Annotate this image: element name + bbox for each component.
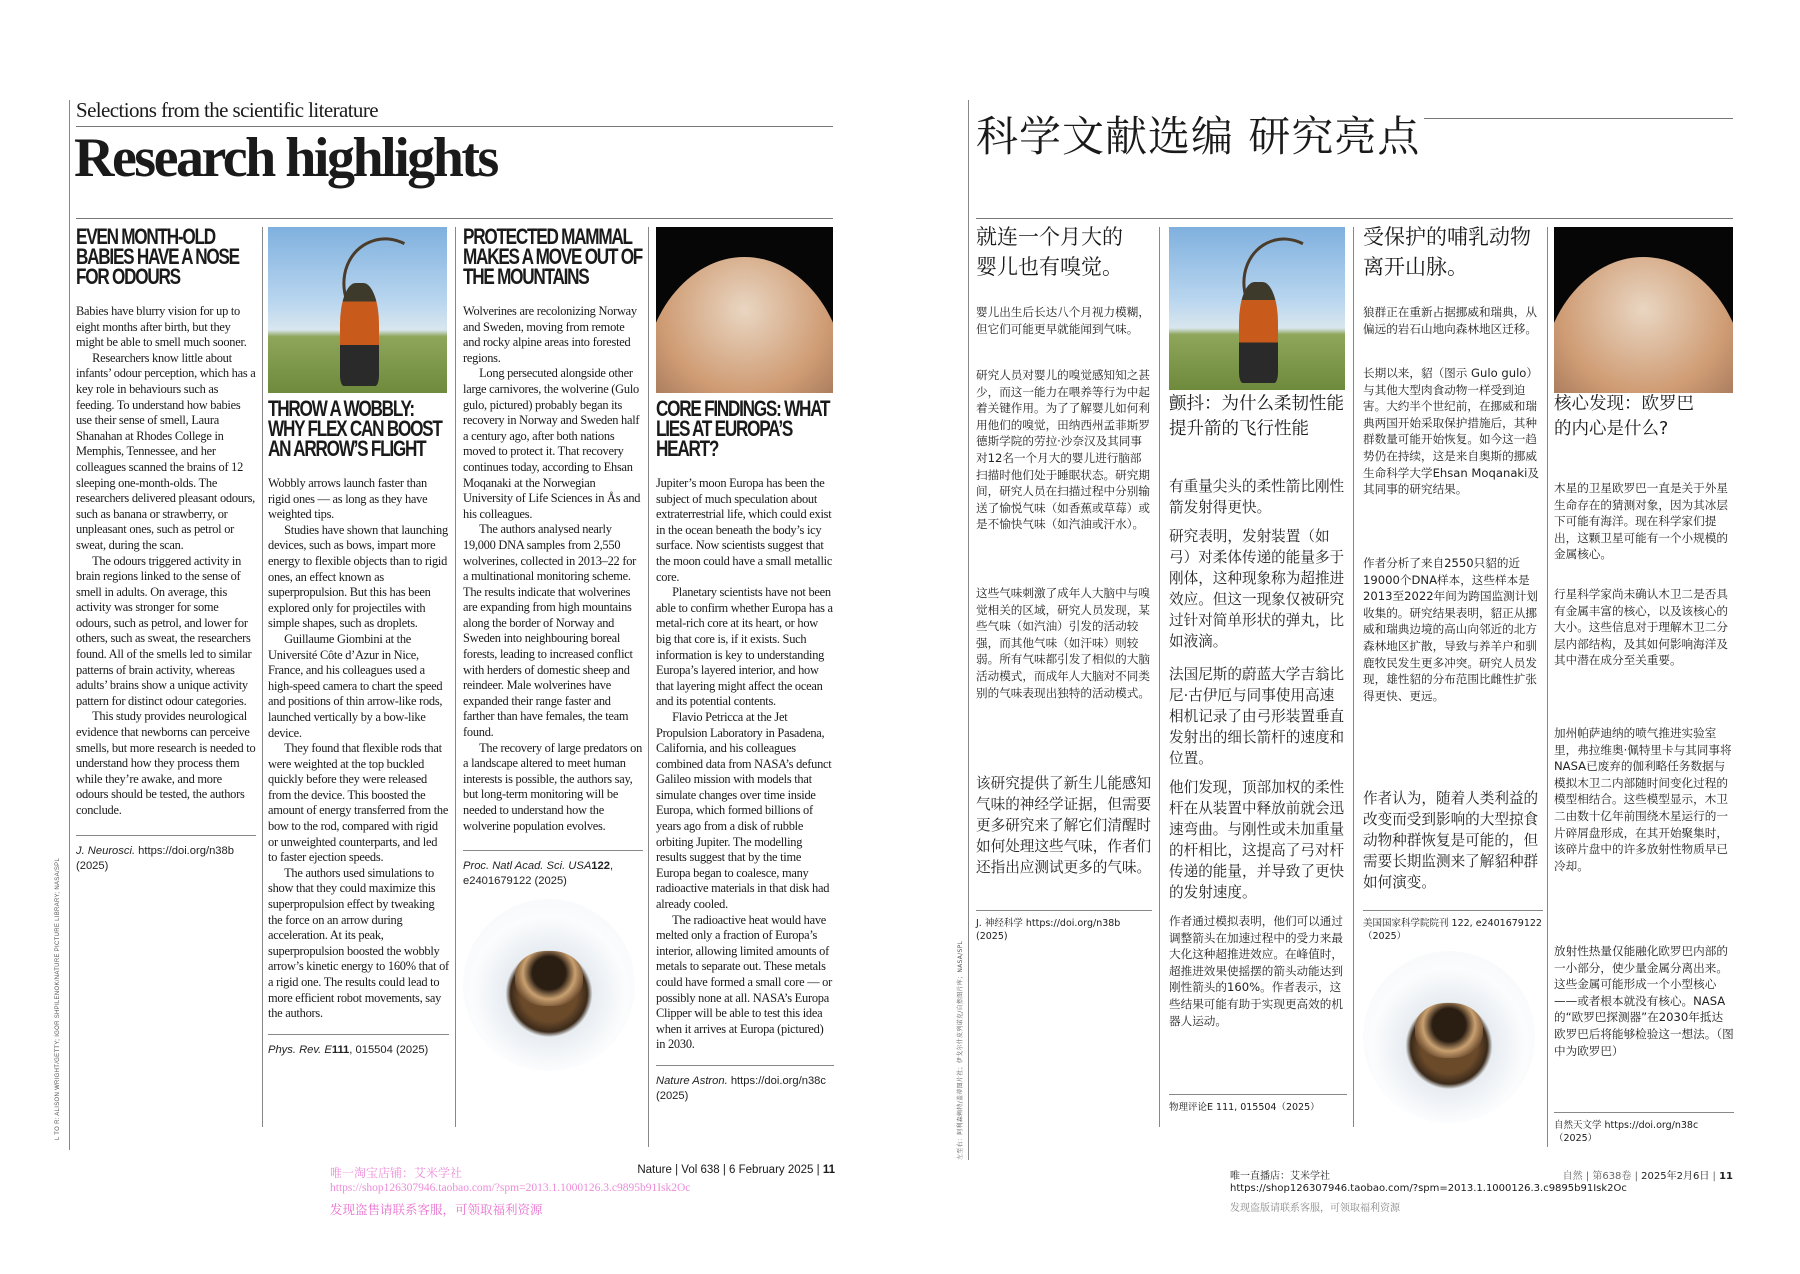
paragraph: 木星的卫星欧罗巴一直是关于外星生命存在的猜测对象，因为其冰层下可能有海洋。现在科学家们提出，这颗卫星可能有一个小规模的金属核心。 (1554, 481, 1728, 562)
page-title: 科学文献选编 研究亮点 (976, 104, 1424, 164)
article-headline: 受保护的哺乳动物离开山脉。 (1363, 225, 1531, 279)
paragraph: 研究人员对婴儿的嗅觉感知知之甚少，而这一能力在喂养等行为中起着关键作用。为了了解婴儿如何利用他们的嗅觉，田纳西州孟菲斯罗德斯学院的劳拉·沙奈汉及其同事对12名一个月大的婴儿进行脑部扫描时他们处于睡眠状态。研究期间，研究人员在扫描过程中分别输送了愉悦气味（如香蕉或草莓）或是不愉快气味（如汽油或汗水）。 (976, 368, 1150, 532)
archer-photo (1169, 227, 1345, 390)
paragraph: Long persecuted alongside other large carnivores, the wolverine (Gulo gulo, pictured) probably began its recovery in Norway and Sweden half a century ago, after both nations moved to protect it. That recovery continues today, according to Ehsan Moqanaki at the Norwegian University of Life Sciences in Ås and his colleagues. (463, 366, 641, 521)
citation-journal: Phys. Rev. E (268, 1043, 332, 1056)
paragraph: 狼群正在重新占据挪威和瑞典，从偏远的岩石山地向森林地区迁移。 (1363, 305, 1537, 336)
journal-name: Nature (637, 1164, 672, 1176)
paragraph: 他们发现，顶部加权的柔性杆在从装置中释放前就会迅速弯曲。与刚性或未加重量的杆相比，这提高了弓对杆传递的能量，并导致了更快的发射速度。 (1169, 779, 1345, 901)
paragraph: This study provides neurological evidence that newborns can perceive smells, but more research is needed to understand how they process them while they’re awake, and more odours should be tested, the authors conclude. (76, 709, 256, 817)
europa-photo (656, 227, 833, 393)
article-body (463, 304, 643, 834)
column-divider (1353, 227, 1354, 1127)
paragraph: 加州帕萨迪纳的喷气推进实验室里，弗拉维奥·佩特里卡与其同事将NASA已废弃的伽利略任务数据与模拟木卫二内部随时间变化过程的模型相结合。这些模型显示，木卫二由数十亿年前围绕木星运行的一片碎屑盘形成，在其开始聚集时，该碎片盘中的许多放射性物质早已冷却。 (1554, 726, 1732, 873)
citation (268, 1034, 449, 1058)
page-number: 11 (1719, 1171, 1733, 1182)
wolverine-photo (463, 899, 635, 1071)
citation: 美国国家科学院院刊 122, e2401679122（2025） (1363, 910, 1543, 943)
paragraph: 作者认为，随着人类利益的改变而受到影响的大型掠食动物种群恢复是可能的，但需要长期监测来了解貂种群如何演变。 (1363, 790, 1539, 891)
article-headline: THROW A WOBBLY: WHY FLEX CAN BOOST AN ARROW’S FLIGHT (268, 396, 442, 461)
europa-photo (1554, 227, 1733, 393)
article-headline: PROTECTED MAMMAL MAKES A MOVE OUT OF THE MOUNTAINS (463, 224, 643, 289)
article-headline: 颤抖：为什么柔韧性能提升箭的飞行性能 (1169, 394, 1344, 439)
folio: 自然 | 第638卷 | 2025年2月6日 | 11 (1562, 1171, 1733, 1182)
citation-volume: 111 (331, 1043, 350, 1056)
paragraph: 研究表明，发射装置（如弓）对柔体传递的能量多于刚体，这种现象称为超推进效应。但这一现象仅被研究过针对简单形状的弹丸，比如液滴。 (1169, 528, 1345, 650)
page-left-border (968, 100, 969, 1160)
article-body (268, 476, 449, 1022)
page-title: Research highlights (74, 127, 497, 189)
page-footer (330, 1164, 835, 1220)
photo-credit: L TO R: ALISON WRIGHT/GETTY; IGOR SHPILENOK/NATURE PICTURE LIBRARY; NASA/SPL (55, 857, 61, 1140)
citation-volume: 122 (591, 860, 610, 873)
citation-details: https://doi.org/n38b (2025) (76, 844, 234, 872)
column-divider (648, 227, 649, 1147)
paragraph: 长期以来，貂（图示 Gulo gulo）与其他大型肉食动物一样受到迫害。大约半个世纪前，在挪威和瑞典两国开始采取保护措施后，其种群数量可能开始恢复。如今这一趋势仍在持续，这是来自奥斯的挪威生命科学大学Ehsan Moqanaki及其同事的研究结果。 (1363, 366, 1539, 497)
paragraph: The radioactive heat would have melted only a fraction of Europa’s interior, allowing limited amounts of metals to separate out. These metals could have formed a small core — or possibly none at all. NASA’s Europa Clipper will be able to test this idea when it arrives at Europa (pictured) in 2030. (656, 912, 833, 1052)
watermark-shop: 唯一淘宝店铺：艾米学社 (330, 1166, 463, 1180)
shop-url[interactable]: https://shop126307946.taobao.com/?spm=2013.1.1000126.3.c9895b91Isk2Oc (1230, 1183, 1627, 1194)
shop-notice: 唯一直播店：艾米学社 (1230, 1171, 1330, 1182)
article-europa-core (656, 396, 834, 1104)
citation-journal: J. Neurosci. (76, 844, 136, 857)
watermark-notice: 发现盗售请联系客服，可领取福利资源 (330, 1202, 543, 1217)
paragraph: The recovery of large predators on a landscape altered to meet human interests is possible, the authors say, but long-term monitoring will be needed to understand how the wolverine population evolves. (463, 740, 643, 833)
article-body (656, 476, 834, 1053)
page-footer (1230, 1164, 1733, 1220)
issue-date: 2025年2月6日 (1641, 1171, 1710, 1182)
photo-credit: 左至右：阿利森赖特/盖蒂图片社；伊戈尔什皮列诺克/自然图片库；NASA/SPL (957, 940, 964, 1160)
wolverine-photo (1363, 951, 1535, 1123)
archer-photo (268, 227, 447, 393)
citation (463, 850, 643, 889)
citation-details: https://doi.org/n38c (2025) (656, 1074, 826, 1102)
column-divider (1159, 227, 1160, 1127)
paragraph: Flavio Petricca at the Jet Propulsion Laboratory in Pasadena, California, and his colleagues combined data from NASA’s defunct Galileo mission with models that simulate changes over time inside Europa, which formed billions of years ago from a disk of rubble orbiting Jupiter. The modelling results suggest that by the time Europa began to coalesce, many radioactive materials in that disk had already cooled. (656, 709, 832, 912)
citation-details: , e2401679122 (2025) (463, 860, 614, 888)
volume: Vol 638 (681, 1164, 720, 1176)
divider (976, 218, 1733, 219)
folio: Nature | Vol 638 | 6 February 2025 | 11 (637, 1164, 835, 1176)
citation (76, 835, 256, 874)
paragraph: Studies have shown that launching devices, such as bows, impart more energy to flexible objects than to rigid ones, an effect known as superpropulsion. But this has been explored only for projectiles with simple shapes, such as droplets. (268, 522, 448, 631)
paragraph: Wolverines are recolonizing Norway and Sweden, moving from remote and rocky alpine areas into forested regions. (463, 304, 637, 365)
column-divider (1547, 227, 1548, 1147)
paragraph: 这些气味刺激了成年人大脑中与嗅觉相关的区域，研究人员发现，某些气味（如汽油）引发的活动较强，而其他气味（如汗味）则较弱。所有气味都引发了相似的大脑活动模式，而成年人大脑对不同类别的气味表现出独特的活动模式。 (976, 586, 1150, 700)
issue-date: 6 February 2025 (729, 1164, 814, 1176)
page-left-border (69, 100, 70, 1150)
section-kicker: Selections from the scientific literature (76, 98, 378, 122)
paragraph: 有重量尖头的柔性箭比刚性箭发射得更快。 (1169, 478, 1345, 516)
column-divider (262, 227, 263, 1127)
paragraph: Wobbly arrows launch faster than rigid ones — as long as they have weighted tips. (268, 476, 428, 522)
citation: 自然天文学 https://doi.org/n38c（2025） (1554, 1112, 1734, 1145)
paragraph: Babies have blurry vision for up to eight months after birth, but they might be able to smell much sooner. (76, 304, 247, 350)
article-headline: 核心发现：欧罗巴的内心是什么? (1554, 394, 1694, 439)
article-wolverine (463, 224, 643, 1071)
citation-journal: Nature Astron. (656, 1074, 728, 1087)
citation: J. 神经科学 https://doi.org/n38b (2025) (976, 910, 1152, 943)
citation: 物理评论E 111, 015504（2025） (1169, 1094, 1347, 1114)
paragraph: 婴儿出生后长达八个月视力模糊，但它们可能更早就能闻到气味。 (976, 305, 1150, 336)
paragraph: 作者通过模拟表明，他们可以通过调整箭头在加速过程中的受力来最大化这种超推进效应。在峰值时，超推进效果使摇摆的箭头动能达到刚性箭头的160%。作者表示，这些结果可能有助于实现更高效的机器人运动。 (1169, 914, 1343, 1028)
article-headline: 就连一个月大的婴儿也有嗅觉。 (976, 225, 1123, 279)
paragraph: 法国尼斯的蔚蓝大学吉翁比尼·古伊厄与同事使用高速相机记录了由弓形装置垂直发射出的细长箭杆的速度和位置。 (1169, 666, 1345, 767)
article-baby-smell-zh (976, 222, 1152, 1142)
piracy-notice: 发现盗版请联系客服，可领取福利资源 (1230, 1203, 1400, 1214)
citation (656, 1065, 834, 1104)
paragraph: The odours triggered activity in brain regions linked to the sense of smell in adults. On average, this activity was stronger for some odours, such as petrol, and lower for others, such as sweat, the researchers found. All of the smells led to similar patterns of brain activity, whereas adults’ brains show a unique activity pattern for distinct odour categories. (76, 553, 252, 708)
paragraph: Guillaume Giombini at the Université Côte d’Azur in Nice, France, and his colleagues used a high-speed camera to chart the speed and positions of thin arrow-like rods, launched vertically by a bow-like device. (268, 631, 443, 740)
paragraph: 放射性热量仅能融化欧罗巴内部的一小部分，使少量金属分离出来。这些金属可能形成一个小型核心——或者根本就没有核心。NASA的“欧罗巴探测器”在2030年抵达欧罗巴后将能够检验这一想法。（图中为欧罗巴） (1554, 944, 1734, 1058)
watermark-url[interactable]: https://shop126307946.taobao.com/?spm=2013.1.1000126.3.c9895b91Isk2Oc (330, 1182, 691, 1194)
column-divider (455, 227, 456, 1127)
paragraph: Researchers know little about infants’ odour perception, which has a key role in behaviours such as feeding. To understand how babies use their sense of smell, Laura Shanahan at Rhodes College in Memphis, Tennessee, and her colleagues scanned the brains of 12 sleeping one-month-olds. The researchers delivered pleasant odours, such as banana or strawberry, or unpleasant ones, such as petrol or sweat, during the scan. (76, 350, 256, 552)
article-headline: EVEN MONTH-OLD BABIES HAVE A NOSE FOR ODOURS (76, 224, 239, 289)
article-baby-smell (76, 224, 256, 874)
paragraph: Jupiter’s moon Europa has been the subject of much speculation about extraterrestrial life, which could exist in the ocean beneath the body’s icy surface. Now scientists suggest that the moon could have a small metallic core. (656, 476, 833, 584)
article-arrow-flex (268, 396, 449, 1058)
divider (76, 218, 833, 219)
article-arrow-flex-zh (1169, 392, 1347, 1132)
paragraph: The authors analysed nearly 19,000 DNA samples from 2,550 wolverines, collected in 2013–22 for a multinational monitoring scheme. The results indicate that wolverines are expanding from high mountains along the border of Norway and Sweden into neighbouring boreal forests, leading to increased conflict with herders of domestic sheep and reindeer. Male wolverines have expanded their range faster and farther than have females, the team found. (463, 522, 637, 740)
citation-details: , 015504 (2025) (349, 1043, 429, 1056)
article-body (76, 304, 256, 819)
paragraph: Planetary scientists have not been able to confirm whether Europa has a metal-rich core at its heart, or how big that core is, if it exists. Such information is key to understanding Europa’s layered interior, and how that layering might affect the ocean and its potential contents. (656, 585, 833, 709)
paragraph: 作者分析了来自2550只貂的近19000个DNA样本，这些样本是2013至2022年间为跨国监测计划收集的。研究结果表明，貂正从挪威和瑞典边境的高山向邻近的北方森林地区扩散，导致与养羊户和驯鹿牧民发生更多冲突。研究人员发现，雄性貂的分布范围比雌性扩张得更快、更远。 (1363, 556, 1538, 703)
citation-journal: Proc. Natl Acad. Sci. USA (463, 860, 592, 873)
paragraph: The authors used simulations to show that they could maximize this superpropulsion effect by tweaking the force on an arrow during acceleration. At its peak, superpropulsion boosted the wobbly arrow’s kinetic energy to 160% that of a rigid one. The results could lead to more efficient robot movements, say the authors. (268, 865, 449, 1021)
paragraph: They found that flexible rods that were weighted at the top buckled quickly before they were released from the device. This boosted the amount of energy transferred from the bow to the rod, compared with rigid or unweighted counterparts, and led to faster ejection speeds. (268, 741, 449, 865)
volume: 第638卷 (1592, 1171, 1632, 1182)
article-europa-core-zh (1554, 392, 1734, 1152)
paragraph: 行星科学家尚未确认木卫二是否具有金属丰富的核心，以及该核心的大小。这些信息对于理解木卫二分层内部结构，及其如何影响海洋及其中潜在成分至关重要。 (1554, 587, 1728, 668)
paragraph: 该研究提供了新生儿能感知气味的神经学证据，但需要更多研究来了解它们清醒时如何处理这些气味，作者们还指出应测试更多的气味。 (976, 775, 1152, 876)
journal-name: 自然 (1562, 1171, 1583, 1182)
page-number: 11 (822, 1164, 835, 1176)
article-headline: CORE FINDINGS: WHAT LIES AT EUROPA’S HEART? (656, 396, 830, 461)
